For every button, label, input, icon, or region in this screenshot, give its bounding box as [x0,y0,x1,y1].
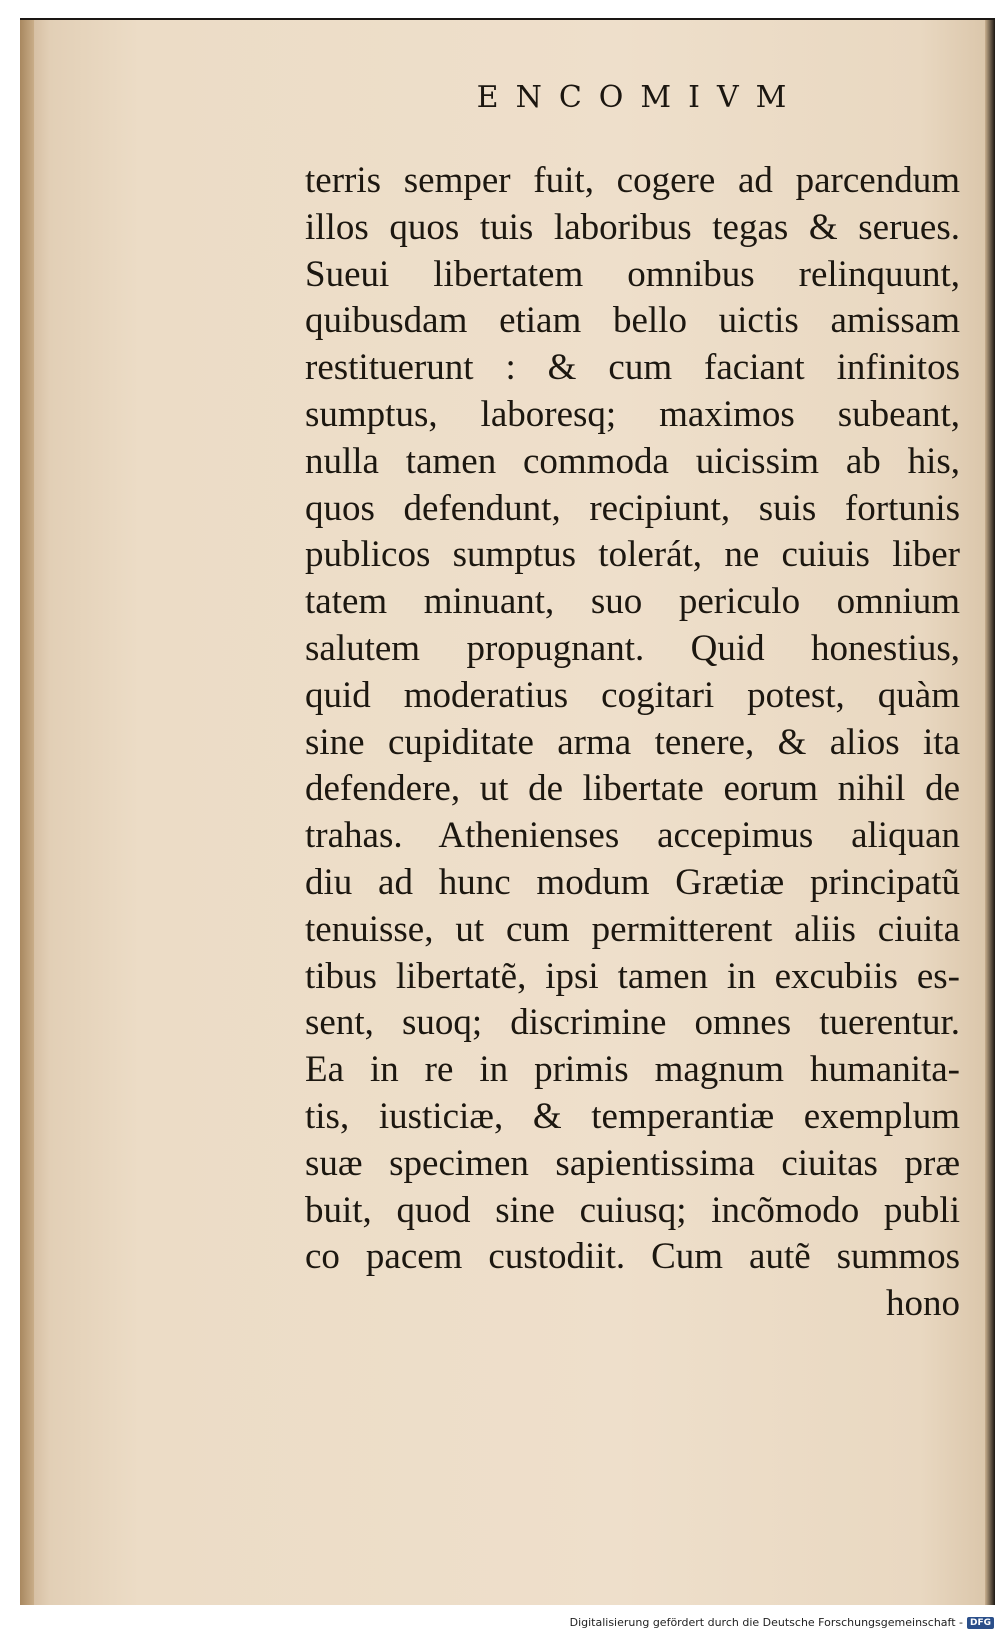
text-line: trahas. Athenienses accepimus aliquan [305,815,960,857]
text-line: quid moderatius cogitari potest, quàm [305,674,960,716]
book-page [20,18,995,1605]
text-line: tibus libertatẽ, ipsi tamen in excubiis es- [305,955,960,997]
text-line: diu ad hunc modum Grætiæ principatũ [305,861,960,903]
text-line: Sueui libertatem omnibus relinquunt, [305,253,960,295]
catchword: hono [886,1283,960,1325]
text-line: Ea in re in primis magnum humanita- [305,1049,960,1091]
body-text [305,158,960,1328]
text-line: quibusdam etiam bello uictis amissam [305,300,960,342]
text-line: publicos sumptus tolerát, ne cuiuis liber [305,534,960,576]
text-line: tis, iusticiæ, & temperantiæ exemplum [305,1095,960,1137]
running-head: ENCOMIVM [476,80,804,115]
text-line: defendere, ut de libertate eorum nihil de [305,768,960,810]
dfg-logo-icon: DFG [967,1617,994,1629]
text-line: nulla tamen commoda uicissim ab his, [305,440,960,482]
text-line: tenuisse, ut cum permitterent aliis ciuita [305,908,960,950]
credit-text: Digitalisierung gefördert durch die Deutsche Forschungsgemeinschaft - [569,1616,963,1629]
text-line: quos defendunt, recipiunt, suis fortunis [305,487,960,529]
text-line: co pacem custodiit. Cum autẽ summos [305,1236,960,1278]
text-line: tatem minuant, suo periculo omnium [305,581,960,623]
text-line: sumptus, laboresq; maximos subeant, [305,393,960,435]
digitization-credit [570,1616,994,1629]
text-line: buit, quod sine cuiusq; incõmodo publi [305,1189,960,1231]
text-line: sent, suoq; discrimine omnes tuerentur. [305,1002,960,1044]
text-line: restituerunt : & cum faciant infinitos [305,347,960,389]
text-line: sine cupiditate arma tenere, & alios ita [305,721,960,763]
text-line: illos quos tuis laboribus tegas & serues. [305,206,960,248]
text-line: terris semper fuit, cogere ad parcendum [305,160,960,201]
text-line: suæ specimen sapientissima ciuitas præ [305,1142,960,1184]
text-line: salutem propugnant. Quid honestius, [305,627,960,669]
